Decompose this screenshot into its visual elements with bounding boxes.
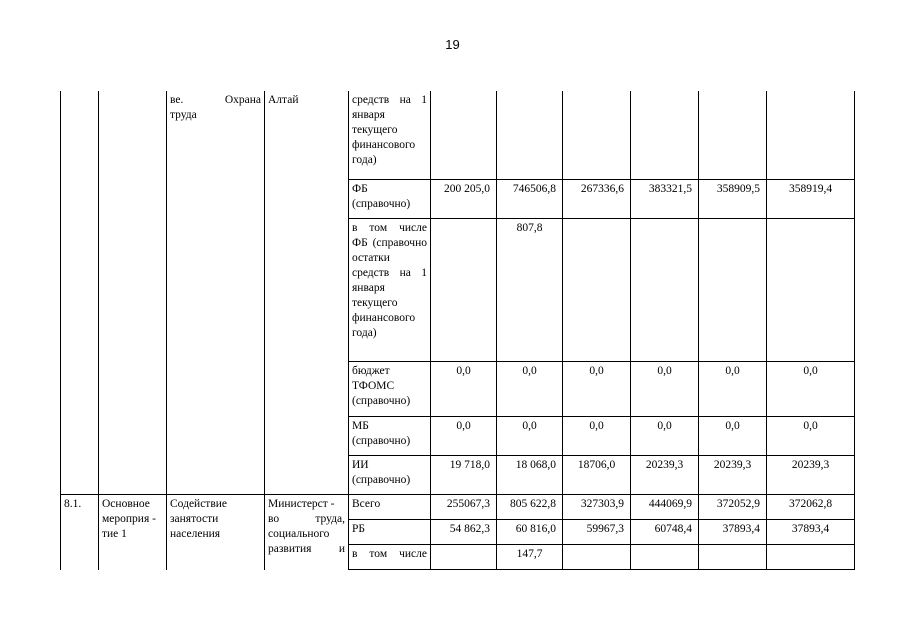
- value-cell: 0,0: [699, 362, 767, 417]
- value-cell: [563, 219, 631, 362]
- source-cell: средств на 1 января текущего финансового года): [349, 91, 431, 180]
- value-cell: [699, 545, 767, 570]
- value-cell: 746506,8: [497, 180, 563, 219]
- value-cell: 60 816,0: [497, 520, 563, 545]
- value-cell: [767, 219, 855, 362]
- value-cell: 20239,3: [631, 456, 699, 495]
- source-cell: РБ: [349, 520, 431, 545]
- value-cell: 0,0: [767, 417, 855, 456]
- table-row: [61, 91, 855, 180]
- executor-cell: Алтай: [265, 91, 349, 495]
- value-cell: 267336,6: [563, 180, 631, 219]
- value-cell: 147,7: [497, 545, 563, 570]
- value-cell: 372052,9: [699, 495, 767, 520]
- source-cell: бюджет ТФОМС (справочно): [349, 362, 431, 417]
- value-cell: [563, 545, 631, 570]
- goal-cell: ве. Охрана труда: [167, 91, 265, 495]
- value-cell: 807,8: [497, 219, 563, 362]
- value-cell: 805 622,8: [497, 495, 563, 520]
- budget-table: [60, 91, 855, 570]
- value-cell: 60748,4: [631, 520, 699, 545]
- value-cell: [631, 545, 699, 570]
- value-cell: [431, 219, 497, 362]
- value-cell: 383321,5: [631, 180, 699, 219]
- value-cell: 0,0: [431, 417, 497, 456]
- source-cell: в том числе: [349, 545, 431, 570]
- source-cell: в том числе ФБ (справочно остатки средств на 1 января текущего финансового года): [349, 219, 431, 362]
- source-cell: Всего: [349, 495, 431, 520]
- value-cell: 0,0: [563, 417, 631, 456]
- value-cell: 20239,3: [767, 456, 855, 495]
- item-number: 8.1.: [61, 495, 99, 570]
- name-cell: [99, 91, 167, 495]
- value-cell: 20239,3: [699, 456, 767, 495]
- value-cell: 255067,3: [431, 495, 497, 520]
- value-cell: 200 205,0: [431, 180, 497, 219]
- page-number: 19: [445, 37, 460, 52]
- item-executor: Министерст - во труда, социального развития и: [265, 495, 349, 570]
- value-cell: [699, 219, 767, 362]
- value-cell: [497, 91, 563, 180]
- value-cell: 0,0: [497, 417, 563, 456]
- value-cell: 59967,3: [563, 520, 631, 545]
- value-cell: [631, 91, 699, 180]
- value-cell: 54 862,3: [431, 520, 497, 545]
- source-cell: МБ (справочно): [349, 417, 431, 456]
- value-cell: 444069,9: [631, 495, 699, 520]
- item-goal: Содействие занятости населения: [167, 495, 265, 570]
- value-cell: [767, 545, 855, 570]
- value-cell: 37893,4: [767, 520, 855, 545]
- value-cell: 0,0: [631, 362, 699, 417]
- value-cell: [563, 91, 631, 180]
- number-cell: [61, 91, 99, 495]
- value-cell: 0,0: [497, 362, 563, 417]
- value-cell: [431, 91, 497, 180]
- source-cell: ФБ (справочно): [349, 180, 431, 219]
- value-cell: 18706,0: [563, 456, 631, 495]
- value-cell: [699, 91, 767, 180]
- value-cell: 0,0: [431, 362, 497, 417]
- value-cell: 0,0: [767, 362, 855, 417]
- value-cell: 327303,9: [563, 495, 631, 520]
- source-cell: ИИ (справочно): [349, 456, 431, 495]
- value-cell: 0,0: [699, 417, 767, 456]
- value-cell: [767, 91, 855, 180]
- value-cell: 37893,4: [699, 520, 767, 545]
- value-cell: 19 718,0: [431, 456, 497, 495]
- value-cell: 372062,8: [767, 495, 855, 520]
- value-cell: 358909,5: [699, 180, 767, 219]
- item-name: Основное мероприя - тие 1: [99, 495, 167, 570]
- table-row: [61, 495, 855, 520]
- value-cell: 0,0: [631, 417, 699, 456]
- value-cell: [431, 545, 497, 570]
- value-cell: 0,0: [563, 362, 631, 417]
- value-cell: [631, 219, 699, 362]
- value-cell: 358919,4: [767, 180, 855, 219]
- value-cell: 18 068,0: [497, 456, 563, 495]
